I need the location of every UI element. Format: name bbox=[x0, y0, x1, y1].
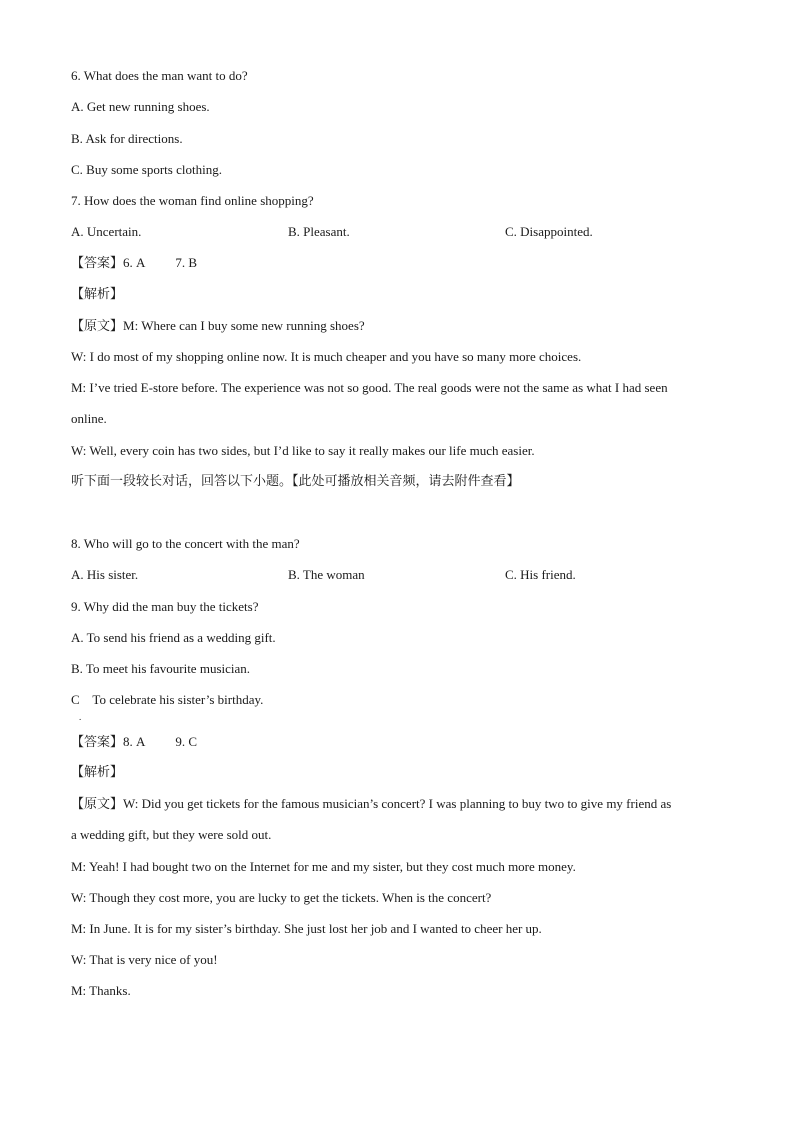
q9-option-a: A. To send his friend as a wedding gift. bbox=[71, 630, 276, 645]
transcript-line: a wedding gift, but they were sold out. bbox=[71, 827, 272, 842]
transcript-line: M: Yeah! I had bought two on the Internet for me and my sister, but they cost much more money. bbox=[71, 859, 576, 874]
q6-option-c: C. Buy some sports clothing. bbox=[71, 162, 222, 177]
transcript-line: W: I do most of my shopping online now. It is much cheaper and you have so many more choices. bbox=[71, 349, 582, 364]
q9-option-c: C To celebrate his sister’s birthday. bbox=[71, 692, 264, 707]
answer-tag: 【答案】 bbox=[71, 735, 124, 750]
answer-value: 6. A bbox=[123, 255, 146, 270]
transcript-line bbox=[71, 318, 365, 335]
transcript-line: W: Well, every coin has two sides, but I’d like to say it really makes our life much easier. bbox=[71, 443, 535, 458]
question-6: 6. What does the man want to do? bbox=[71, 68, 248, 83]
q7-option-c: C. Disappointed. bbox=[505, 224, 593, 239]
transcript-line: online. bbox=[71, 411, 107, 426]
transcript-line: W: That is very nice of you! bbox=[71, 952, 218, 967]
answer-tag: 【答案】 bbox=[71, 256, 124, 271]
q8-option-a: A. His sister. bbox=[71, 567, 139, 582]
analysis-heading-2: 【解析】 bbox=[71, 765, 124, 780]
q6-option-b: B. Ask for directions. bbox=[71, 131, 183, 146]
stray-dot: . bbox=[79, 712, 82, 722]
answer-line-2 bbox=[71, 734, 197, 751]
answer-line-1 bbox=[71, 255, 197, 272]
answer-value: 9. C bbox=[175, 734, 198, 749]
q8-option-b: B. The woman bbox=[288, 567, 365, 582]
q6-option-a: A. Get new running shoes. bbox=[71, 99, 210, 114]
transcript-line: M: In June. It is for my sister’s birthday. She just lost her job and I wanted to cheer her up. bbox=[71, 921, 542, 936]
question-8: 8. Who will go to the concert with the man? bbox=[71, 536, 300, 551]
transcript-text: M: Where can I buy some new running shoes? bbox=[123, 318, 365, 333]
answer-value: 7. B bbox=[175, 255, 198, 270]
q8-option-c: C. His friend. bbox=[505, 567, 576, 582]
transcript-line: M: Thanks. bbox=[71, 983, 131, 998]
answer-value: 8. A bbox=[123, 734, 146, 749]
question-9: 9. Why did the man buy the tickets? bbox=[71, 599, 259, 614]
question-7: 7. How does the woman find online shopping? bbox=[71, 193, 314, 208]
q9-option-b: B. To meet his favourite musician. bbox=[71, 661, 251, 676]
transcript-text: W: Did you get tickets for the famous musician’s concert? I was planning to buy two to give my friend as bbox=[123, 796, 672, 811]
transcript-tag: 【原文】 bbox=[71, 797, 124, 812]
listening-instruction: 听下面一段较长对话，回答以下小题。【此处可播放相关音频，请去附件查看】 bbox=[71, 474, 520, 489]
analysis-heading-1: 【解析】 bbox=[71, 287, 124, 302]
transcript-line: W: Though they cost more, you are lucky to get the tickets. When is the concert? bbox=[71, 890, 492, 905]
q7-option-b: B. Pleasant. bbox=[288, 224, 350, 239]
q7-option-a: A. Uncertain. bbox=[71, 224, 142, 239]
transcript-line bbox=[71, 796, 671, 813]
transcript-line: M: I’ve tried E-store before. The experience was not so good. The real goods were not the same as what I had seen bbox=[71, 380, 668, 395]
transcript-tag: 【原文】 bbox=[71, 319, 124, 334]
